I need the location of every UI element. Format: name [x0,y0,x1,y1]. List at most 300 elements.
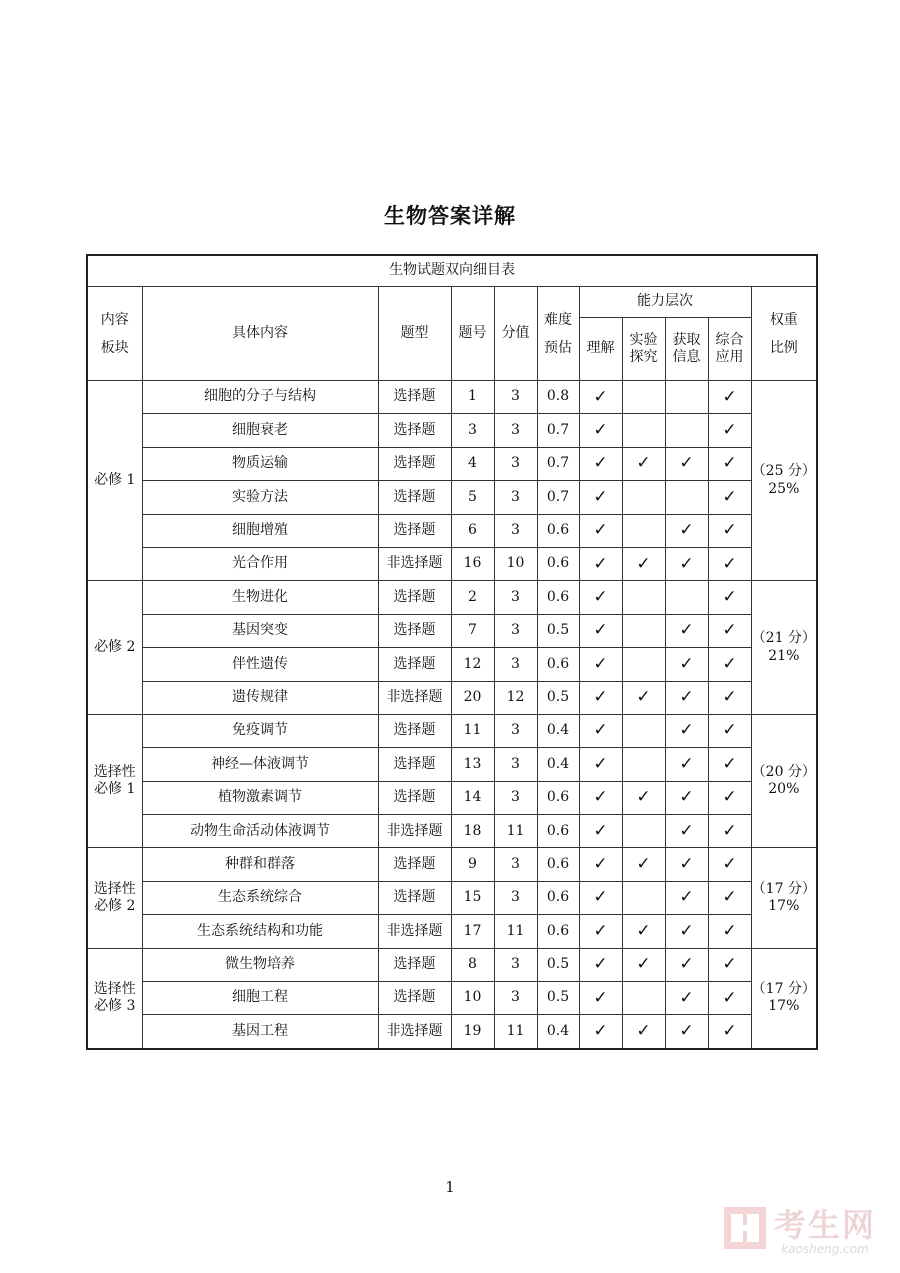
ability-cell [622,748,665,781]
module-cell [87,948,142,1049]
header-weight-line: 比例 [769,339,798,356]
ability-cell [622,915,665,948]
check-icon: ✓ [722,386,737,407]
ability-cell [665,381,708,414]
ability-cell [622,848,665,881]
number-cell: 2 [451,581,494,614]
header-ability: 能力层次 [579,287,751,318]
type-cell: 选择题 [378,614,451,647]
content-cell: 细胞的分子与结构 [142,381,378,414]
number-cell: 6 [451,514,494,547]
table-row [87,714,817,747]
header-score: 分值 [494,287,537,381]
score-cell: 3 [494,648,537,681]
score-cell: 3 [494,447,537,480]
ability-cell [708,848,751,881]
check-icon: ✓ [679,887,694,908]
ability-cell [579,614,622,647]
watermark [722,1200,876,1256]
type-cell: 选择题 [378,514,451,547]
table-row [87,681,817,714]
score-cell: 3 [494,614,537,647]
header-difficulty [537,287,579,381]
ability-cell [622,681,665,714]
content-cell: 细胞增殖 [142,514,378,547]
content-cell: 微生物培养 [142,948,378,981]
ability-cell [665,581,708,614]
score-cell: 3 [494,514,537,547]
weight-line: 25% [768,480,800,497]
ability-cell [622,982,665,1015]
ability-cell [622,948,665,981]
ability-cell [579,414,622,447]
module-cell [87,848,142,948]
ability-cell [579,915,622,948]
header-module-line: 板块 [100,339,129,356]
ability-cell [622,1015,665,1049]
ability-cell [708,915,751,948]
check-icon: ✓ [722,453,737,474]
check-icon: ✓ [679,753,694,774]
table-row [87,781,817,814]
ability-cell [665,447,708,480]
ability-cell [708,681,751,714]
content-cell: 生物进化 [142,581,378,614]
score-cell: 12 [494,681,537,714]
ability-cell [665,648,708,681]
module-label-line: 必修 1 [94,781,136,798]
difficulty-cell: 0.6 [537,781,579,814]
module-label-line: 选择性 [93,880,136,897]
header-type: 题型 [378,287,451,381]
ability-cell [622,614,665,647]
ability-cell [708,481,751,514]
weight-line: （17 分） [751,980,816,997]
number-cell: 4 [451,447,494,480]
check-icon: ✓ [593,453,608,474]
ability-cell [622,581,665,614]
ability-cell [579,848,622,881]
weight-line: 17% [768,998,800,1015]
table-row [87,414,817,447]
check-icon: ✓ [593,720,608,741]
ability-cell [665,982,708,1015]
check-icon: ✓ [636,687,651,708]
weight-line: 17% [768,898,800,915]
check-icon: ✓ [636,920,651,941]
check-icon: ✓ [722,553,737,574]
header-ability-information [665,318,708,381]
header-difficulty-line: 难度 [544,311,572,328]
page-number: 1 [445,1178,455,1196]
type-cell: 选择题 [378,982,451,1015]
module-label-line: 选择性 [93,763,136,780]
weight-cell [751,948,817,1049]
table-row [87,648,817,681]
table-row [87,514,817,547]
content-cell: 遗传规律 [142,681,378,714]
module-label-line: 必修 2 [94,638,136,655]
check-icon: ✓ [593,419,608,440]
type-cell: 选择题 [378,881,451,914]
header-weight-line: 权重 [769,311,798,328]
module-label-line: 选择性 [93,980,136,997]
header-ability-line: 理解 [586,340,615,357]
number-cell: 11 [451,714,494,747]
module-cell [87,581,142,715]
check-icon: ✓ [593,920,608,941]
ability-cell [622,714,665,747]
check-icon: ✓ [593,1020,608,1041]
check-icon: ✓ [722,854,737,875]
check-icon: ✓ [679,720,694,741]
number-cell: 7 [451,614,494,647]
check-icon: ✓ [722,720,737,741]
weight-line: 21% [768,647,800,664]
table-row [87,948,817,981]
difficulty-cell: 0.8 [537,381,579,414]
ability-cell [579,481,622,514]
check-icon: ✓ [593,954,608,975]
ability-cell [708,381,751,414]
spec-table-body [87,255,817,1049]
number-cell: 18 [451,815,494,848]
weight-line: （25 分） [751,463,816,480]
content-cell: 神经—体液调节 [142,748,378,781]
type-cell: 选择题 [378,581,451,614]
header-row-1 [87,287,817,318]
ability-cell [665,547,708,580]
ability-cell [708,581,751,614]
score-cell: 10 [494,547,537,580]
check-icon: ✓ [679,653,694,674]
ability-cell [579,381,622,414]
check-icon: ✓ [636,453,651,474]
table-row [87,1015,817,1049]
ability-cell [665,881,708,914]
check-icon: ✓ [722,586,737,607]
table-row [87,381,817,414]
check-icon: ✓ [679,453,694,474]
score-cell: 3 [494,781,537,814]
check-icon: ✓ [679,854,694,875]
difficulty-cell: 0.5 [537,982,579,1015]
number-cell: 10 [451,982,494,1015]
score-cell: 3 [494,948,537,981]
difficulty-cell: 0.4 [537,1015,579,1049]
difficulty-cell: 0.7 [537,481,579,514]
ability-cell [665,781,708,814]
content-cell: 伴性遗传 [142,648,378,681]
check-icon: ✓ [722,687,737,708]
type-cell: 非选择题 [378,681,451,714]
header-ability-line: 应用 [715,349,744,365]
ability-cell [708,781,751,814]
ability-cell [622,781,665,814]
ability-cell [708,414,751,447]
type-cell: 选择题 [378,748,451,781]
module-cell [87,714,142,848]
table-row [87,748,817,781]
number-cell: 9 [451,848,494,881]
header-ability-line: 探究 [629,349,658,365]
ability-cell [579,982,622,1015]
ability-cell [622,648,665,681]
table-row [87,447,817,480]
check-icon: ✓ [593,787,608,808]
check-icon: ✓ [593,586,608,607]
ability-cell [665,748,708,781]
ability-cell [622,381,665,414]
score-cell: 11 [494,1015,537,1049]
score-cell: 3 [494,581,537,614]
number-cell: 12 [451,648,494,681]
table-row [87,982,817,1015]
ability-cell [708,982,751,1015]
number-cell: 14 [451,781,494,814]
ability-cell [665,681,708,714]
table-row [87,481,817,514]
ability-cell [622,447,665,480]
type-cell: 非选择题 [378,1015,451,1049]
header-difficulty-line: 预估 [544,339,572,356]
weight-cell [751,714,817,848]
difficulty-cell: 0.5 [537,681,579,714]
table-caption: 生物试题双向细目表 [87,255,817,287]
check-icon: ✓ [593,820,608,841]
ability-cell [579,447,622,480]
check-icon: ✓ [679,787,694,808]
type-cell: 选择题 [378,447,451,480]
table-row [87,547,817,580]
check-icon: ✓ [722,620,737,641]
check-icon: ✓ [593,987,608,1008]
type-cell: 非选择题 [378,815,451,848]
weight-cell [751,848,817,948]
number-cell: 13 [451,748,494,781]
type-cell: 选择题 [378,948,451,981]
check-icon: ✓ [593,553,608,574]
ability-cell [708,547,751,580]
header-ability-line: 综合 [715,331,744,348]
difficulty-cell: 0.5 [537,614,579,647]
header-ability-apply [708,318,751,381]
content-cell: 种群和群落 [142,848,378,881]
check-icon: ✓ [593,854,608,875]
check-icon: ✓ [679,687,694,708]
content-cell: 实验方法 [142,481,378,514]
difficulty-cell: 0.4 [537,748,579,781]
check-icon: ✓ [722,987,737,1008]
weight-line: 20% [768,781,800,798]
score-cell: 3 [494,748,537,781]
check-icon: ✓ [593,653,608,674]
header-ability-line: 信息 [672,349,701,365]
number-cell: 3 [451,414,494,447]
ability-cell [622,547,665,580]
number-cell: 15 [451,881,494,914]
content-cell: 基因突变 [142,614,378,647]
table-row [87,614,817,647]
check-icon: ✓ [636,954,651,975]
score-cell: 3 [494,848,537,881]
header-module-line: 内容 [100,311,129,328]
ability-cell [579,815,622,848]
check-icon: ✓ [722,887,737,908]
ability-cell [665,915,708,948]
ability-cell [708,447,751,480]
check-icon: ✓ [636,854,651,875]
score-cell: 3 [494,481,537,514]
weight-cell [751,581,817,715]
check-icon: ✓ [679,1020,694,1041]
weight-cell [751,381,817,581]
module-cell [87,381,142,581]
table-row [87,581,817,614]
check-icon: ✓ [679,520,694,541]
check-icon: ✓ [679,987,694,1008]
module-label-line: 必修 3 [94,998,136,1015]
difficulty-cell: 0.4 [537,714,579,747]
ability-cell [579,648,622,681]
ability-cell [579,1015,622,1049]
difficulty-cell: 0.6 [537,915,579,948]
check-icon: ✓ [722,653,737,674]
score-cell: 3 [494,414,537,447]
ability-cell [708,514,751,547]
watermark-text: 考生网 [773,1206,876,1244]
check-icon: ✓ [593,620,608,641]
ability-cell [708,648,751,681]
module-label-line: 必修 2 [94,898,136,915]
ability-cell [622,414,665,447]
ability-cell [579,714,622,747]
check-icon: ✓ [593,486,608,507]
ability-cell [579,748,622,781]
ability-cell [708,881,751,914]
ability-cell [708,948,751,981]
header-ability-line: 实验 [629,331,658,348]
check-icon: ✓ [636,553,651,574]
check-icon: ✓ [722,787,737,808]
difficulty-cell: 0.6 [537,648,579,681]
ability-cell [665,848,708,881]
difficulty-cell: 0.5 [537,948,579,981]
ability-cell [622,815,665,848]
header-module [87,287,142,381]
type-cell: 选择题 [378,381,451,414]
ability-cell [665,614,708,647]
watermark-logo-icon [722,1205,768,1251]
spec-table [86,254,818,1050]
score-cell: 11 [494,815,537,848]
ability-cell [708,748,751,781]
content-cell: 基因工程 [142,1015,378,1049]
ability-cell [708,815,751,848]
ability-cell [622,514,665,547]
ability-cell [579,514,622,547]
ability-cell [579,681,622,714]
check-icon: ✓ [722,753,737,774]
ability-cell [665,481,708,514]
check-icon: ✓ [593,520,608,541]
type-cell: 选择题 [378,481,451,514]
header-number: 题号 [451,287,494,381]
ability-cell [579,781,622,814]
score-cell: 3 [494,881,537,914]
ability-cell [665,714,708,747]
number-cell: 8 [451,948,494,981]
table-row [87,915,817,948]
type-cell: 非选择题 [378,915,451,948]
header-weight [751,287,817,381]
check-icon: ✓ [636,1020,651,1041]
check-icon: ✓ [722,820,737,841]
ability-cell [579,547,622,580]
ability-cell [622,481,665,514]
score-cell: 3 [494,381,537,414]
type-cell: 选择题 [378,414,451,447]
weight-line: （20 分） [751,763,816,780]
type-cell: 选择题 [378,714,451,747]
content-cell: 生态系统结构和功能 [142,915,378,948]
check-icon: ✓ [679,553,694,574]
check-icon: ✓ [679,920,694,941]
ability-cell [579,881,622,914]
ability-cell [665,414,708,447]
table-row [87,881,817,914]
ability-cell [579,948,622,981]
content-cell: 生态系统综合 [142,881,378,914]
check-icon: ✓ [679,954,694,975]
ability-cell [708,614,751,647]
content-cell: 细胞衰老 [142,414,378,447]
check-icon: ✓ [593,687,608,708]
ability-cell [665,1015,708,1049]
table-row [87,815,817,848]
number-cell: 16 [451,547,494,580]
type-cell: 选择题 [378,781,451,814]
check-icon: ✓ [593,386,608,407]
difficulty-cell: 0.6 [537,514,579,547]
content-cell: 动物生命活动体液调节 [142,815,378,848]
number-cell: 5 [451,481,494,514]
type-cell: 非选择题 [378,547,451,580]
check-icon: ✓ [722,419,737,440]
score-cell: 3 [494,714,537,747]
ability-cell [708,714,751,747]
header-ability-line: 获取 [672,331,701,348]
ability-cell [622,881,665,914]
ability-cell [665,514,708,547]
check-icon: ✓ [722,520,737,541]
header-ability-understand [579,318,622,381]
difficulty-cell: 0.6 [537,547,579,580]
check-icon: ✓ [679,820,694,841]
difficulty-cell: 0.6 [537,881,579,914]
ability-cell [579,581,622,614]
check-icon: ✓ [679,620,694,641]
check-icon: ✓ [722,1020,737,1041]
check-icon: ✓ [593,887,608,908]
score-cell: 11 [494,915,537,948]
number-cell: 1 [451,381,494,414]
content-cell: 细胞工程 [142,982,378,1015]
number-cell: 17 [451,915,494,948]
type-cell: 选择题 [378,648,451,681]
watermark-url: kaosheng.com [781,1242,869,1256]
type-cell: 选择题 [378,848,451,881]
